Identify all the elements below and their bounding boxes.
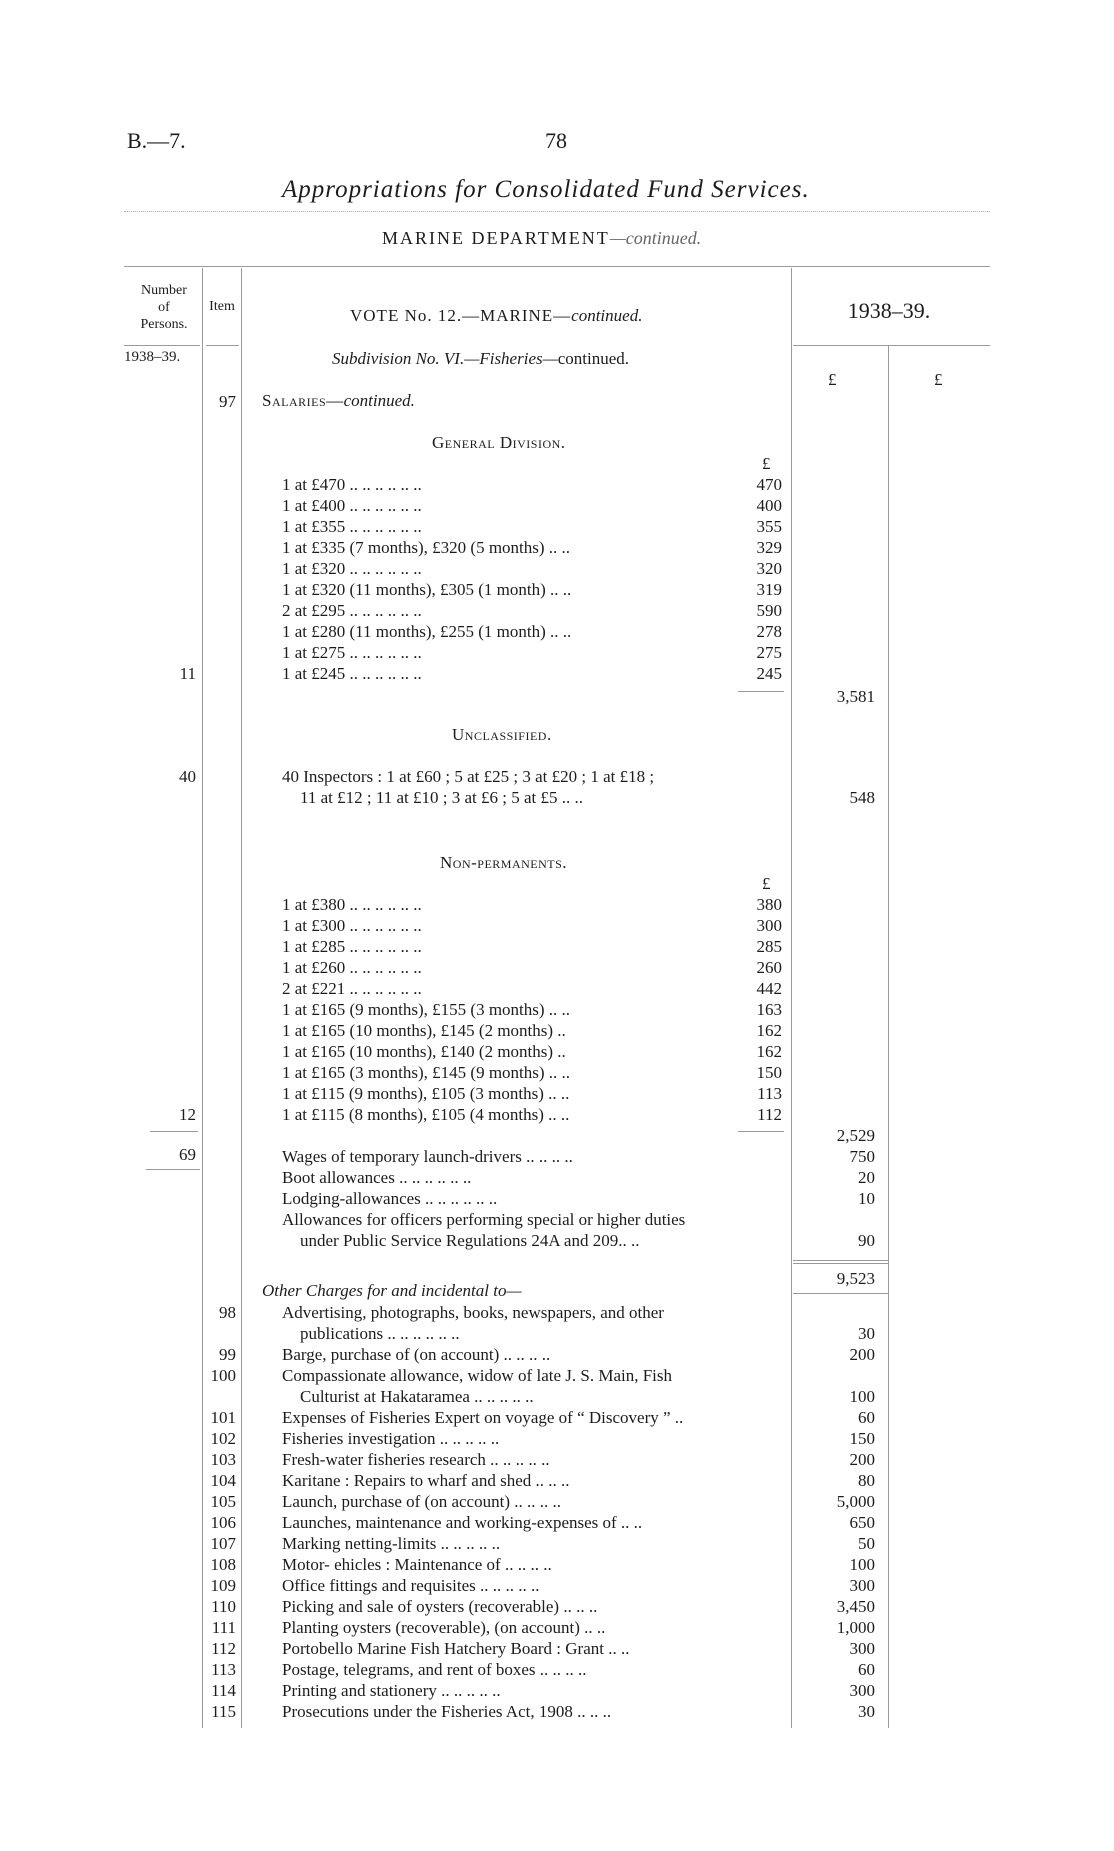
- other-item-number: 106: [210, 1513, 236, 1532]
- other-item-value: 300: [849, 1576, 875, 1595]
- other-item-number: 105: [210, 1492, 236, 1511]
- other-item-number: 103: [210, 1450, 236, 1469]
- other-item-value: 80: [858, 1471, 875, 1490]
- other-item-value: 60: [858, 1660, 875, 1679]
- misc-row: Boot allowances .. .. .. .. .. ..: [282, 1168, 472, 1187]
- header-rule-right: [793, 345, 990, 346]
- header-vote-suffix: continued.: [571, 306, 643, 325]
- nonperm-row-text: 1 at £165 (9 months), £155 (3 months) .. ..: [282, 1000, 571, 1019]
- general-row-text: 1 at £245 .. .. .. .. .. ..: [282, 664, 422, 683]
- other-item-value: 50: [858, 1534, 875, 1553]
- unclassified-line-1: 40 Inspectors : 1 at £60 ; 5 at £25 ; 3 at £20 ; 1 at £18 ;: [282, 767, 655, 786]
- other-item-text: Compassionate allowance, widow of late J. S. Main, Fish: [282, 1366, 673, 1385]
- nonperm-persons-rule: [150, 1131, 198, 1132]
- general-row-value: 320: [756, 559, 782, 578]
- pound-header-2: £: [934, 370, 943, 389]
- nonpermanents-heading: Non-permanents.: [440, 853, 568, 872]
- other-item-number: 112: [211, 1639, 236, 1658]
- general-row: [282, 495, 422, 516]
- other-item-text: Barge, purchase of (on account) .. .. .. ..: [282, 1345, 551, 1364]
- allowances-value: 90: [858, 1231, 875, 1250]
- misc-row-value: 750: [849, 1147, 875, 1166]
- nonperm-row-value: 162: [756, 1042, 782, 1061]
- department-name: MARINE DEPARTMENT: [382, 228, 610, 248]
- other-item-text: Advertising, photographs, books, newspapers, and other: [282, 1303, 664, 1322]
- unclassified-persons: 40: [179, 767, 196, 786]
- general-row: [282, 537, 570, 558]
- other-item-value: 150: [849, 1429, 875, 1448]
- subdivision-suffix: continued.: [557, 349, 630, 368]
- nonperm-row-text: 1 at £165 (3 months), £145 (9 months) .. ..: [282, 1063, 571, 1082]
- other-item-number: 100: [210, 1366, 236, 1385]
- nonperm-row: [282, 1041, 566, 1062]
- other-item-text: Fresh-water fisheries research .. .. .. .. ..: [282, 1450, 550, 1469]
- header-persons: [128, 282, 200, 333]
- header-vote-text: VOTE No. 12.—MARINE—: [350, 306, 572, 325]
- other-item-number: 114: [211, 1681, 236, 1700]
- salaries-total-rule-2: [793, 1263, 888, 1264]
- general-row-text: 1 at £400 .. .. .. .. .. ..: [282, 496, 422, 515]
- other-item-text: Launches, maintenance and working-expenses of .. ..: [282, 1513, 643, 1532]
- general-row-value: 590: [756, 601, 782, 620]
- header-item: Item: [209, 299, 235, 314]
- other-item-value: 100: [849, 1387, 875, 1406]
- general-row-value: 278: [756, 622, 782, 641]
- nonperm-row-value: 442: [756, 979, 782, 998]
- nonperm-row: [282, 1062, 570, 1083]
- other-item-text: Prosecutions under the Fisheries Act, 1908 .. .. ..: [282, 1702, 612, 1721]
- nonperm-row-value: 162: [756, 1021, 782, 1040]
- nonperm-row-value: 260: [756, 958, 782, 977]
- nonperm-row: [282, 999, 570, 1020]
- other-item-value: 100: [849, 1555, 875, 1574]
- nonperm-row-value: 112: [757, 1105, 782, 1124]
- title-rule: [124, 211, 990, 212]
- general-row: [282, 621, 571, 642]
- salaries-label-text: Salaries—: [262, 391, 344, 410]
- other-item-value: 30: [858, 1702, 875, 1721]
- other-item-value: 300: [849, 1681, 875, 1700]
- nonperm-row-text: 1 at £260 .. .. .. .. .. ..: [282, 958, 422, 977]
- general-row-text: 1 at £320 .. .. .. .. .. ..: [282, 559, 422, 578]
- other-charges-heading: Other Charges for and incidental to—: [262, 1281, 522, 1300]
- other-item-text: Marking netting-limits .. .. .. .. ..: [282, 1534, 501, 1553]
- other-item-number: 108: [210, 1555, 236, 1574]
- general-row: [282, 516, 422, 537]
- header-vote: [350, 306, 642, 326]
- other-item-number: 109: [210, 1576, 236, 1595]
- salaries-total-underline: [793, 1293, 888, 1294]
- other-item-text: Postage, telegrams, and rent of boxes .. .. .. ..: [282, 1660, 587, 1679]
- other-item-value: 200: [849, 1450, 875, 1469]
- nonperm-row-text: 1 at £165 (10 months), £145 (2 months) ..: [282, 1021, 566, 1040]
- nonperm-row-value: 380: [756, 895, 782, 914]
- nonperm-row: [282, 936, 422, 957]
- general-row-text: 1 at £280 (11 months), £255 (1 month) .. ..: [282, 622, 572, 641]
- general-row: [282, 579, 571, 600]
- other-item-text: Karitane : Repairs to wharf and shed .. .. ..: [282, 1471, 570, 1490]
- general-row-value: 470: [756, 475, 782, 494]
- nonperm-row-value: 285: [756, 937, 782, 956]
- general-row-value: 319: [756, 580, 782, 599]
- nonperm-row-text: 1 at £115 (9 months), £105 (3 months) .. ..: [282, 1084, 570, 1103]
- other-item-text: Motor- ehicles : Maintenance of .. .. .. ..: [282, 1555, 552, 1574]
- unclassified-total: 548: [849, 788, 875, 807]
- header-persons-3: Persons.: [140, 317, 188, 332]
- department-suffix: —continued.: [609, 228, 702, 248]
- misc-row-value: 20: [858, 1168, 875, 1187]
- nonperm-row-text: 2 at £221 .. .. .. .. .. ..: [282, 979, 422, 998]
- general-row-text: 1 at £355 .. .. .. .. .. ..: [282, 517, 422, 536]
- nonpermanents-pound: £: [762, 874, 771, 893]
- other-item-value: 1,000: [836, 1618, 875, 1637]
- page-title: Appropriations for Consolidated Fund Services.: [282, 176, 810, 203]
- other-item-text-cont: Culturist at Hakataramea .. .. .. .. ..: [300, 1387, 534, 1406]
- allowances-line-1: Allowances for officers performing special or higher duties: [282, 1210, 686, 1229]
- other-item-text: Picking and sale of oysters (recoverable) .. .. ..: [282, 1597, 598, 1616]
- nonperm-subtotal-rule: [738, 1131, 784, 1132]
- header-rule-left: [124, 345, 200, 346]
- pound-header-1: £: [828, 370, 837, 389]
- header-year-left: 1938–39.: [124, 349, 181, 365]
- general-row-value: 329: [756, 538, 782, 557]
- general-row-value: 275: [756, 643, 782, 662]
- other-item-value: 3,450: [836, 1597, 875, 1616]
- department-heading: [382, 228, 701, 249]
- nonperm-row: [282, 1083, 569, 1104]
- subdivision-text: Subdivision No. VI.—Fisheries—: [332, 349, 558, 368]
- salaries-total-rule-1: [793, 1260, 888, 1261]
- other-item-text-cont: publications .. .. .. .. .. ..: [300, 1324, 460, 1343]
- general-row: [282, 558, 422, 579]
- nonperm-row-text: 1 at £165 (10 months), £140 (2 months) ..: [282, 1042, 566, 1061]
- header-year-right: 1938–39.: [847, 298, 931, 323]
- other-item-value: 60: [858, 1408, 875, 1427]
- nonperm-row-text: 1 at £285 .. .. .. .. .. ..: [282, 937, 422, 956]
- other-item-value: 300: [849, 1639, 875, 1658]
- other-item-number: 104: [210, 1471, 236, 1490]
- other-item-number: 107: [210, 1534, 236, 1553]
- unclassified-line-2: 11 at £12 ; 11 at £10 ; 3 at £6 ; 5 at £5 .. ..: [300, 788, 583, 807]
- general-row-value: 400: [756, 496, 782, 515]
- nonperm-row: [282, 915, 422, 936]
- other-item-text: Fisheries investigation .. .. .. .. ..: [282, 1429, 500, 1448]
- misc-row: Wages of temporary launch-drivers .. .. .. ..: [282, 1147, 573, 1166]
- nonperm-row-value: 113: [757, 1084, 782, 1103]
- allowances-line-2: under Public Service Regulations 24A and 209.. ..: [300, 1231, 640, 1250]
- header-persons-2: of: [158, 300, 170, 315]
- other-item-value: 200: [849, 1345, 875, 1364]
- header-persons-1: Number: [141, 283, 187, 298]
- header-rule-item: [206, 345, 239, 346]
- nonperm-row-text: 1 at £115 (8 months), £105 (4 months) .. ..: [282, 1105, 570, 1124]
- other-item-text: Portobello Marine Fish Hatchery Board : Grant .. ..: [282, 1639, 630, 1658]
- table-top-rule: [124, 266, 990, 267]
- misc-row: Lodging-allowances .. .. .. .. .. ..: [282, 1189, 498, 1208]
- nonperm-row: [282, 978, 422, 999]
- page-number: 78: [545, 128, 567, 153]
- other-item-value: 650: [849, 1513, 875, 1532]
- col-rule-amount: [888, 346, 889, 1728]
- general-row-text: 2 at £295 .. .. .. .. .. ..: [282, 601, 422, 620]
- general-row-value: 245: [756, 664, 782, 683]
- general-row: [282, 642, 422, 663]
- nonperm-row: [282, 894, 422, 915]
- salaries-total: 9,523: [836, 1269, 875, 1288]
- other-item-number: 110: [211, 1597, 236, 1616]
- other-item-text: Printing and stationery .. .. .. .. ..: [282, 1681, 501, 1700]
- other-item-number: 102: [210, 1429, 236, 1448]
- general-persons: 11: [179, 664, 196, 683]
- other-item-number: 111: [211, 1618, 236, 1637]
- page-ref: B.—7.: [127, 128, 186, 153]
- general-row: [282, 663, 422, 684]
- general-row-text: 1 at £320 (11 months), £305 (1 month) .. ..: [282, 580, 572, 599]
- nonperm-persons: 12: [179, 1105, 196, 1124]
- other-item-value: 5,000: [836, 1492, 875, 1511]
- general-pound: £: [762, 454, 771, 473]
- nonperm-row: [282, 1104, 569, 1125]
- misc-row-value: 10: [858, 1189, 875, 1208]
- salaries-label-suffix: continued.: [343, 391, 415, 410]
- col-rule-description: [791, 268, 792, 1728]
- salaries-label: [262, 391, 415, 411]
- nonperm-row-value: 150: [756, 1063, 782, 1082]
- other-item-text: Expenses of Fisheries Expert on voyage of “ Discovery ” ..: [282, 1408, 684, 1427]
- other-item-number: 101: [210, 1408, 236, 1427]
- persons-total-rule: [146, 1169, 200, 1170]
- col-rule-item: [241, 268, 242, 1728]
- nonperm-row-value: 163: [756, 1000, 782, 1019]
- general-division-heading: General Division.: [432, 433, 566, 452]
- nonperm-row: [282, 957, 422, 978]
- general-row-value: 355: [756, 517, 782, 536]
- general-total: 3,581: [836, 687, 875, 706]
- other-item-text: Launch, purchase of (on account) .. .. .. ..: [282, 1492, 561, 1511]
- general-row-text: 1 at £275 .. .. .. .. .. ..: [282, 643, 422, 662]
- salaries-item-number: 97: [219, 392, 236, 411]
- other-item-number: 113: [211, 1660, 236, 1679]
- other-item-number: 99: [219, 1345, 236, 1364]
- general-row: [282, 474, 422, 495]
- nonperm-row: [282, 1020, 566, 1041]
- nonperm-row-text: 1 at £300 .. .. .. .. .. ..: [282, 916, 422, 935]
- other-item-number: 98: [219, 1303, 236, 1322]
- general-row-text: 1 at £335 (7 months), £320 (5 months) .. ..: [282, 538, 571, 557]
- subdivision-heading: [332, 349, 629, 369]
- general-row: [282, 600, 422, 621]
- nonperm-total: 2,529: [836, 1126, 875, 1145]
- other-item-text: Planting oysters (recoverable), (on account) .. ..: [282, 1618, 606, 1637]
- nonperm-row-value: 300: [756, 916, 782, 935]
- other-item-number: 115: [211, 1702, 236, 1721]
- nonperm-row-text: 1 at £380 .. .. .. .. .. ..: [282, 895, 422, 914]
- general-row-text: 1 at £470 .. .. .. .. .. ..: [282, 475, 422, 494]
- other-item-value: 30: [858, 1324, 875, 1343]
- other-item-text: Office fittings and requisites .. .. .. .. ..: [282, 1576, 540, 1595]
- general-subtotal-rule: [738, 691, 784, 692]
- unclassified-heading: Unclassified.: [452, 725, 552, 744]
- persons-total: 69: [179, 1145, 196, 1164]
